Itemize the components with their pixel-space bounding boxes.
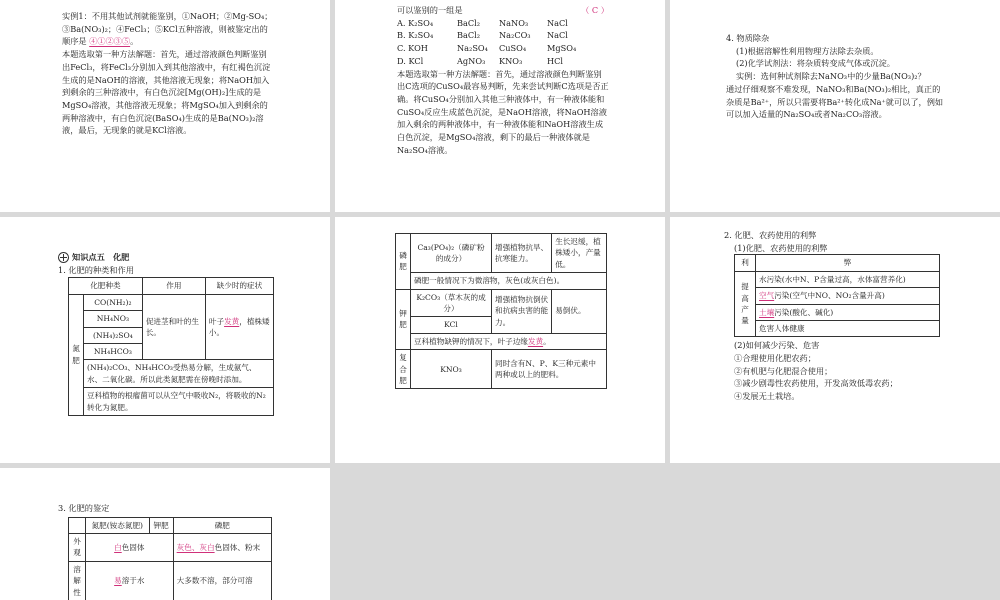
example-explanation: 本题选取第一种方法解题：首先，通过溶液颜色判断鉴别出FeCl₃，将FeCl₃分别加入到其他溶液中，有红褐色沉淀生成的是NaOH的溶液，其他溶液无现象；将NaOH加入到剩余的三种溶液中，有白色沉淀[Mg(OH)₂]生成的是MgSO₄溶液，其他溶液无现象；将MgSO₄加入到剩余的两种溶液中，有白色沉淀(BaSO₄)生成的是Ba(NO₃)₂溶液，最后，无现象的就是KCl溶液。 xyxy=(62,49,271,136)
plus-circle-icon xyxy=(58,252,69,263)
option-a: A. K₂SO₄ BaCl₂ NaNO₃ NaCl xyxy=(397,17,568,28)
note-phosphate: 磷肥一般情况下为微溶物，灰色(或灰白色)。 xyxy=(411,273,607,289)
section-title: 4. 物质除杂 xyxy=(726,33,770,43)
measure-item: ②有机肥与化肥混合使用； xyxy=(734,365,833,376)
note-potassium: 豆科植物缺钾的情况下，叶子边缘发黄。 xyxy=(411,333,607,349)
category-nitrogen: 氮肥 xyxy=(69,294,84,415)
option-c: C. KOH Na₂SO₄ CuSO₄ MgSO₄ xyxy=(397,43,577,54)
method-physical: (1)根据溶解性利用物理方法除去杂质。 xyxy=(736,45,879,56)
slide-options xyxy=(335,0,665,212)
section-title: 2. 化肥、农药使用的利弊 xyxy=(724,230,817,240)
sub-title-2: (2)如何减少污染、危害 xyxy=(734,340,820,351)
example-question: 实例：选何种试剂除去NaNO₃中的少量Ba(NO₃)₂？ xyxy=(736,71,926,82)
sub-title: 1. 化肥的种类和作用 xyxy=(58,264,134,275)
option-list xyxy=(397,17,609,68)
empty-area xyxy=(335,468,1000,600)
slide-fertilizer-types xyxy=(0,217,330,463)
slide-example-identification xyxy=(0,0,330,212)
example-question: 实例1：不用其他试剂就能鉴别，①NaOH；②Mg-SO₄；③Ba(NO₃)₂；④FeCl₃；⑤KCl五种溶液，则被鉴定出的顺序是 ④①②③⑤。 xyxy=(62,11,273,47)
measure-item: ③减少剧毒性农药使用，开发高效低毒农药； xyxy=(734,378,898,389)
slide-fertilizer-identification xyxy=(0,468,330,600)
answer-fill: ④①②③⑤ xyxy=(89,36,131,47)
method-chemical: (2)化学试剂法：将杂质转变成气体或沉淀。 xyxy=(736,58,895,69)
identification-table: 氮肥(铵态氮肥) 钾肥 磷肥 外观 白色固体 灰色、灰白色固体、粉末 溶解性 易溶于水 大多数不溶，部分可溶 xyxy=(68,517,272,600)
slide-fertilizer-table-continued xyxy=(335,217,665,463)
fertilizer-table: 化肥种类 作用 缺少时的症状 氮肥 CO(NH₂)₂ 促进茎和叶的生长。 叶子发黄，植株矮小。 NH₄NO₃ (NH₄)₂SO₄ NH₄HCO₃ (NH₄)₂CO₃、NH₄HCO₃受热易分解，生成氨气、水、二氧化碳。所以此类氮肥需在傍晚时添加。 豆科植物的根瘤菌可以从空气中吸收N₂，将吸收的N₂转化为氮肥。 xyxy=(68,277,274,416)
slide-pros-cons xyxy=(670,217,1000,463)
note-nodule: 豆科植物的根瘤菌可以从空气中吸收N₂，将吸收的N₂转化为氮肥。 xyxy=(84,388,274,416)
slide-impurity-removal xyxy=(670,0,1000,212)
option-b: B. K₂SO₄ BaCl₂ Na₂CO₃ NaCl xyxy=(397,30,568,41)
option-d: D. KCl AgNO₃ KNO₃ HCl xyxy=(397,55,564,66)
section-title: 知识点五 化肥 xyxy=(72,252,130,262)
benefit-cell: 提高产量 xyxy=(735,271,756,337)
role-cell: 促进茎和叶的生长。 xyxy=(142,294,205,360)
measure-item: ①合理使用化肥农药； xyxy=(734,353,816,364)
option-explanation: 本题选取第一种方法解题：首先，通过溶液颜色判断鉴别出C选项的CuSO₄最容易判断，先来尝试判断C选项是否正确。将CuSO₄分别加入其他三种液体中，有一种液体能和CuSO₄反应生成蓝色沉淀，是NaOH溶液，将NaOH溶液加入剩余的两种液体中，有一种液体能和NaOH溶液生成白色沉淀，是MgSO₄溶液，剩下的最后一种液体就是Na₂SO₄溶液。 xyxy=(397,68,609,155)
section-title: 3. 化肥的鉴定 xyxy=(58,503,110,513)
answer-choice: （ C ） xyxy=(581,5,609,15)
question-line: 可以鉴别的一组是 xyxy=(397,5,463,15)
pros-cons-table: 利 弊 提高产量 水污染(水中N、P含量过高，水体富营养化) 空气污染(空气中NO、NO₂含量升高) 土壤污染(酸化、碱化) 危害人体健康 xyxy=(734,254,940,337)
note-decompose: (NH₄)₂CO₃、NH₄HCO₃受热易分解，生成氨气、水、二氧化碳。所以此类氮肥需在傍晚时添加。 xyxy=(84,360,274,388)
fertilizer-table-2: 磷肥 Ca₃(PO₄)₂（磷矿粉的成分） 增强植物抗旱、抗寒能力。 生长迟缓，植株矮小，产量低。 磷肥一般情况下为微溶物，灰色(或灰白色)。 钾肥 K₂CO₃（草木灰的成分） 增强植物抗倒伏和抗病虫害的能力。 易倒伏。 KCl 豆科植物缺钾的情况下，叶子边缘发黄。 复合肥 KNO₃ 同时含有N、P、K三种元素中两种或以上的肥料。 xyxy=(395,233,607,389)
example-explanation: 通过仔细观察不难发现，NaNO₃和Ba(NO₃)₂相比，真正的杂质是Ba²⁺，所以只需要将Ba²⁺转化成Na⁺就可以了，例如可以加入适量的Na₂SO₄或者Na₂CO₃溶液。 xyxy=(726,83,944,120)
measure-item: ④发展无土栽培。 xyxy=(734,391,800,402)
symptom-cell: 叶子发黄，植株矮小。 xyxy=(205,294,273,360)
sub-title: (1)化肥、农药使用的利弊 xyxy=(734,242,828,253)
